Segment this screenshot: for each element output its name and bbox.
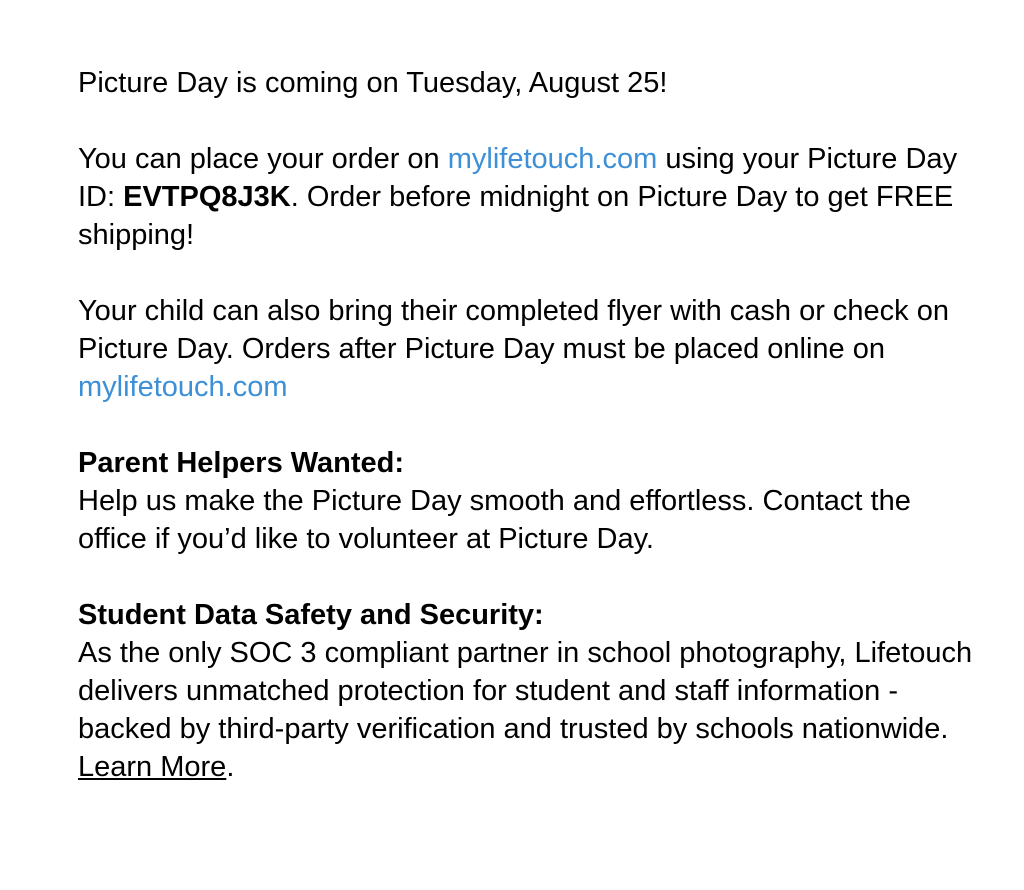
ordering-shipping-text: . Order before midnight on Picture Day to get FREE shipping!	[78, 181, 954, 251]
security-heading: Student Data Safety and Security:	[78, 599, 544, 631]
learn-more-link[interactable]: Learn More	[78, 751, 227, 783]
ordering-paragraph	[78, 140, 978, 254]
security-trailing-period: .	[226, 751, 235, 783]
announcement-headline: Picture Day is coming on Tuesday, August 25!	[78, 67, 668, 99]
helpers-body: Help us make the Picture Day smooth and effortless. Contact the office if you’d like to volunteer at Picture Day.	[78, 485, 911, 555]
picture-day-id: EVTPQ8J3K	[123, 181, 291, 213]
picture-day-notice	[78, 64, 978, 786]
mylifetouch-link[interactable]: mylifetouch.com	[447, 143, 658, 175]
security-body: As the only SOC 3 compliant partner in school photography, Lifetouch delivers unmatched protection for student and staff information - backed by third-party verification and trusted by schools nationwide.	[78, 637, 973, 745]
flyer-text: Your child can also bring their completed flyer with cash or check on Picture Day. Orders after Picture Day must be placed online on	[78, 295, 949, 365]
flyer-paragraph	[78, 292, 978, 406]
ordering-intro-text: You can place your order on	[78, 143, 448, 175]
ordering-id-label: using your Picture Day ID:	[78, 143, 958, 213]
helpers-paragraph	[78, 444, 978, 558]
security-paragraph	[78, 596, 978, 786]
announcement-paragraph	[78, 64, 978, 102]
mylifetouch-online-link[interactable]: mylifetouch.com	[78, 371, 288, 403]
helpers-heading: Parent Helpers Wanted:	[78, 447, 405, 479]
